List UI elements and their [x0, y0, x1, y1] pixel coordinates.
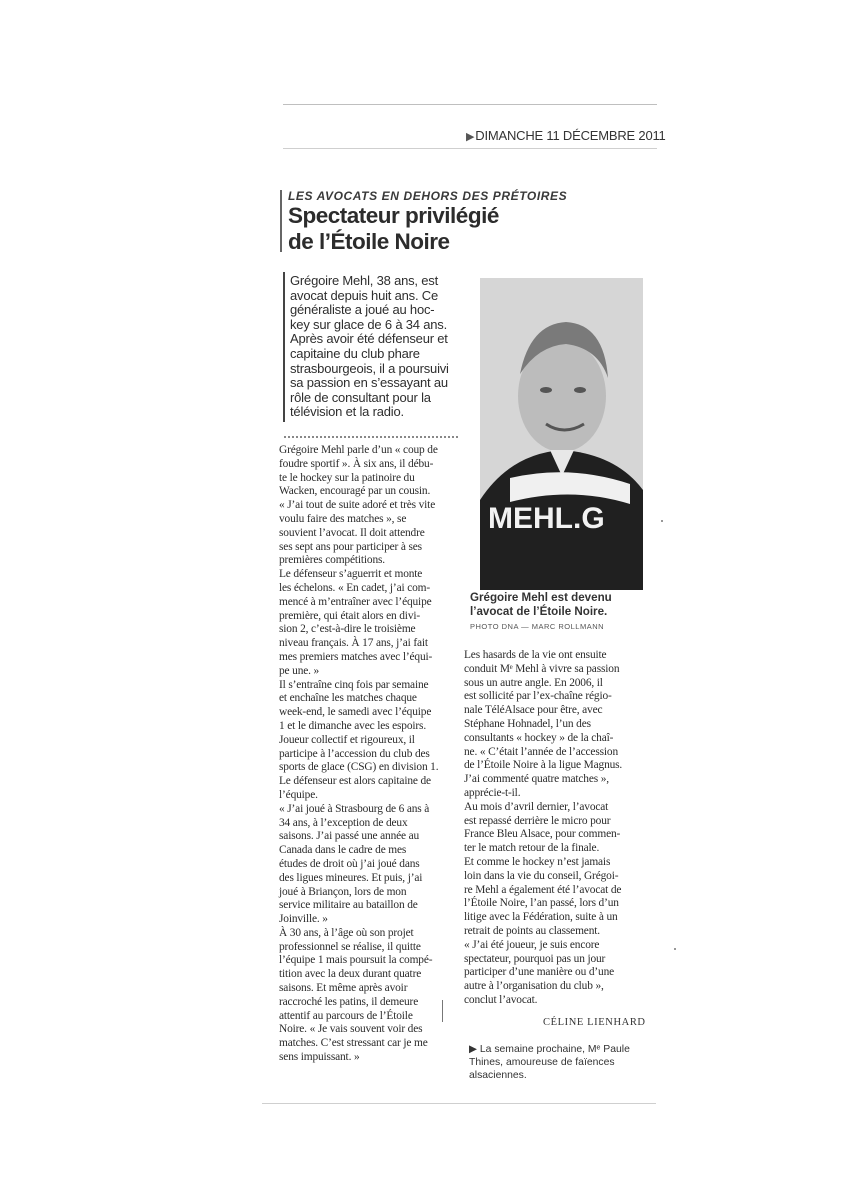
caption-line: l’avocat de l’Étoile Noire. [470, 604, 608, 618]
left-column [279, 444, 459, 1065]
body-line: J’ai commenté quatre matches », [464, 773, 609, 786]
column-tick [442, 1000, 443, 1022]
photo-caption [470, 591, 650, 619]
body-line: Grégoire Mehl parle d’un « coup de [279, 444, 438, 456]
body-line: les échelons. « En cadet, j’ai com- [279, 581, 430, 594]
body-line: Stéphane Hohnadel, l’un des [464, 717, 591, 730]
body-line: première, qui était alors en divi- [279, 609, 421, 622]
body-line: conduit Mᵉ Mehl à vivre sa passion [464, 662, 620, 675]
intro-line: Après avoir été défenseur et [290, 331, 448, 347]
body-line: litige avec la Fédération, suite à un [464, 911, 618, 924]
body-line: ne. « C’était l’année de l’accession [464, 745, 618, 758]
author-signature: CÉLINE LIENHARD [543, 1017, 646, 1028]
body-line: Le défenseur s’aguerrit et monte [279, 568, 423, 581]
jersey-text: MEHL.G [488, 502, 605, 535]
teaser-line: Thines, amoureuse de faïences [469, 1057, 615, 1069]
body-line: sports de glace (CSG) en division 1. [279, 761, 439, 774]
body-line: de l’Étoile Noire à la ligue Magnus. [464, 759, 623, 772]
body-line: « J’ai joué à Strasbourg de 6 ans à [279, 802, 430, 815]
portrait-illustration [480, 278, 643, 590]
body-line: nale TéléAlsace pour être, avec [464, 704, 603, 717]
intro-line: généraliste a joué au hoc- [290, 302, 435, 318]
body-line: participe à l’accession du club des [279, 747, 430, 760]
body-line: attentif au parcours de l’Étoile [279, 1009, 413, 1022]
body-line: études de droit où j’ai joué dans [279, 857, 420, 870]
body-line: autre à l’organisation du club », [464, 980, 604, 993]
body-line: 1 et le dimanche avec les espoirs. [279, 719, 427, 732]
body-line: loin dans la vie du conseil, Grégoi- [464, 869, 619, 882]
teaser-line: alsaciennes. [469, 1070, 527, 1082]
body-line: « J’ai tout de suite adoré et très vite [279, 499, 436, 512]
body-line: sous un autre angle. En 2006, il [464, 676, 603, 689]
body-line: France Bleu Alsace, pour commen- [464, 828, 621, 841]
body-line: sens impuissant. » [279, 1051, 360, 1064]
body-line: Noire. « Je vais souvent voir des [279, 1023, 423, 1036]
next-week-teaser [469, 1043, 649, 1083]
headline [288, 203, 618, 255]
caption-line: Grégoire Mehl est devenu [470, 591, 612, 604]
dateline-arrow-icon: ▶ [466, 131, 475, 143]
body-line: tition avec la deux durant quatre [279, 968, 422, 981]
body-line: ses sept ans pour participer à ses [279, 540, 422, 553]
dateline-rule [283, 148, 657, 149]
body-line: premières compétitions. [279, 554, 385, 567]
intro-line: rôle de consultant pour la [290, 389, 431, 405]
kicker: LES AVOCATS EN DEHORS DES PRÉTOIRES [288, 189, 568, 203]
intro-line: avocat depuis huit ans. Ce [290, 287, 439, 303]
body-line: Joinville. » [279, 913, 328, 926]
intro-bar [283, 272, 285, 422]
intro-line: sa passion en s’essayant au [290, 375, 448, 391]
body-line: service militaire au bataillon de [279, 899, 418, 912]
body-line: est sollicité par l’ex-chaîne régio- [464, 690, 612, 703]
dateline-text: DIMANCHE 11 DÉCEMBRE 2011 [475, 128, 666, 143]
body-line: mencé à m’entraîner avec l’équipe [279, 595, 432, 608]
body-line: 34 ans, à l’exception de deux [279, 816, 408, 829]
teaser-line-text: La semaine prochaine, Mᵉ Paule [479, 1044, 630, 1055]
body-line: l’équipe 1 mais poursuit la compé- [279, 954, 433, 967]
body-line: week-end, le samedi avec l’équipe [279, 706, 432, 719]
body-line: matches. C’est stressant car je me [279, 1037, 428, 1050]
body-line: conclut l’avocat. [464, 993, 538, 1006]
intro-line: key sur glace de 6 à 34 ans. [290, 316, 448, 332]
body-line: te le hockey sur la patinoire du [279, 471, 415, 484]
body-line: « J’ai été joueur, je suis encore [464, 938, 600, 951]
right-column [464, 649, 644, 1008]
body-line: sion 2, c’est-à-dire le troisième [279, 623, 416, 636]
body-line: re Mehl a également été l’avocat de [464, 883, 622, 896]
intro-line: télévision et la radio. [290, 404, 404, 420]
scan-speck [661, 520, 663, 522]
body-line: consultants « hockey » de la chaî- [464, 731, 614, 744]
intro-line: Grégoire Mehl, 38 ans, est [290, 273, 438, 288]
teaser-arrow-icon: ▶ [469, 1044, 480, 1055]
headline-line-2: de l’Étoile Noire [288, 229, 450, 254]
body-line: saisons. Et même après avoir [279, 982, 408, 995]
body-line: niveau français. À 17 ans, j’ai fait [279, 637, 428, 650]
body-line: pe une. » [279, 664, 320, 677]
body-line: ter le match retour de la finale. [464, 842, 600, 855]
headline-line-1: Spectateur privilégié [288, 203, 499, 228]
body-line: souvient l’avocat. Il doit attendre [279, 526, 425, 539]
body-line: Au mois d’avril dernier, l’avocat [464, 800, 609, 813]
body-line: voulu faire des matches », se [279, 512, 407, 525]
body-line: mes premiers matches avec l’équi- [279, 650, 433, 663]
body-line: est repassé derrière le micro pour [464, 814, 611, 827]
body-line: l’Étoile Noire, l’an passé, lors d’un [464, 897, 619, 910]
body-line: Canada dans le cadre de mes [279, 844, 407, 857]
body-line: des ligues mineures. Et puis, j’ai [279, 871, 423, 884]
body-line: Joueur collectif et rigoureux, il [279, 733, 415, 746]
body-line: Les hasards de la vie ont ensuite [464, 649, 607, 661]
dateline [466, 128, 666, 143]
scan-speck [674, 948, 676, 950]
body-line: saisons. J’ai passé une année au [279, 830, 420, 843]
portrait-photo [480, 278, 643, 590]
body-line: professionnel se réalise, il quitte [279, 940, 421, 953]
body-line: participer d’une manière ou d’une [464, 966, 615, 979]
intro-paragraph [290, 274, 462, 420]
headline-bar [280, 190, 282, 252]
top-rule [283, 104, 657, 105]
body-line: À 30 ans, à l’âge où son projet [279, 926, 414, 939]
intro-line: strasbourgeois, il a poursuivi [290, 360, 449, 376]
body-line: l’équipe. [279, 788, 318, 801]
teaser-line [469, 1043, 649, 1056]
body-line: et enchaîne les matches chaque [279, 692, 417, 705]
body-line: foudre sportif ». À six ans, il débu- [279, 457, 434, 470]
body-line: retrait de points au classement. [464, 924, 600, 937]
body-line: apprécie-t-il. [464, 786, 521, 799]
intro-line: capitaine du club phare [290, 345, 420, 361]
body-line: Il s’entraîne cinq fois par semaine [279, 678, 429, 691]
photo-credit: PHOTO DNA — MARC ROLLMANN [470, 622, 605, 631]
body-line: Le défenseur est alors capitaine de [279, 775, 431, 788]
dotted-separator [284, 436, 458, 438]
body-line: raccroché les patins, il demeure [279, 995, 419, 1008]
body-line: spectateur, pourquoi pas un jour [464, 952, 606, 965]
body-line: Et comme le hockey n’est jamais [464, 855, 611, 868]
body-line: joué à Briançon, lors de mon [279, 885, 407, 898]
bottom-rule [262, 1103, 656, 1104]
body-line: Wacken, encouragé par un cousin. [279, 485, 431, 498]
